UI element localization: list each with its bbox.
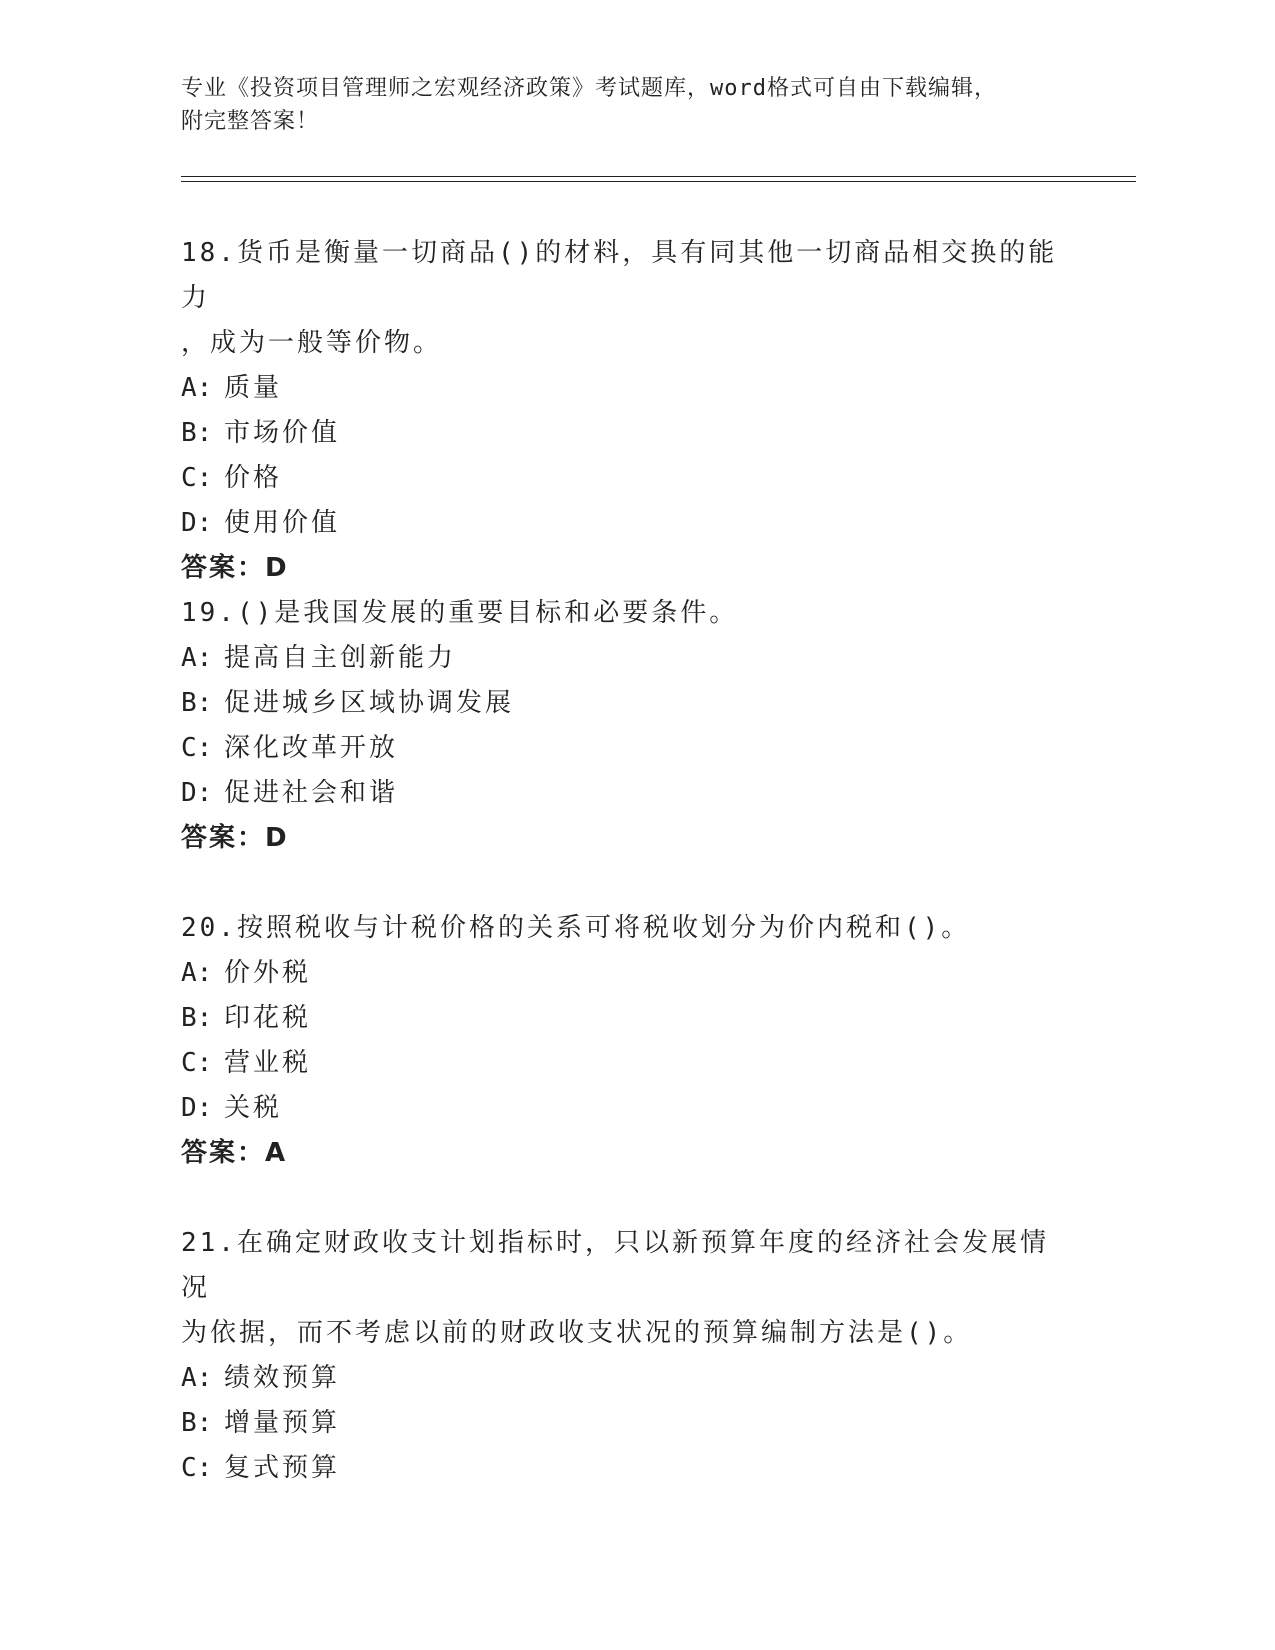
option-letter: A: [181,643,213,673]
option-b [181,996,1061,1041]
question-text-line: 为依据，而不考虑以前的财政收支状况的预算编制方法是()。 [181,1318,973,1348]
option-a [181,366,1061,411]
option-letter: A: [181,373,213,403]
option-text: 市场价值 [224,418,341,448]
option-letter: B: [181,1408,213,1438]
option-letter: D: [181,508,213,538]
option-letter: A: [181,1363,213,1393]
option-text: 营业税 [224,1048,312,1078]
option-d [181,501,1061,546]
option-text: 关税 [224,1093,283,1123]
option-letter: A: [181,958,213,988]
option-text: 价外税 [224,958,312,988]
option-c [181,1041,1061,1086]
option-b [181,681,1061,726]
option-letter: C: [181,463,213,493]
option-text: 绩效预算 [224,1363,341,1393]
question-text-line: 21.在确定财政收支计划指标时，只以新预算年度的经济社会发展情况 [181,1228,1049,1303]
option-b [181,1401,1061,1446]
option-text: 使用价值 [224,508,341,538]
answer-line: 答案：D [181,553,289,583]
option-a [181,636,1061,681]
option-text: 增量预算 [224,1408,341,1438]
option-c [181,456,1061,501]
option-letter: C: [181,733,213,763]
question-18 [181,231,1061,591]
document-header [181,72,1081,138]
option-c [181,1446,1061,1491]
option-d [181,771,1061,816]
option-text: 提高自主创新能力 [224,643,457,673]
question-text-line: 19.()是我国发展的重要目标和必要条件。 [181,598,739,628]
question-20 [181,906,1061,1176]
option-text: 复式预算 [224,1453,341,1483]
option-letter: D: [181,778,213,808]
option-letter: B: [181,1003,213,1033]
header-divider-bottom [181,181,1136,182]
question-text-line: 18.货币是衡量一切商品()的材料，具有同其他一切商品相交换的能力 [181,238,1058,313]
option-letter: B: [181,418,213,448]
header-line-1: 专业《投资项目管理师之宏观经济政策》考试题库，word格式可自由下载编辑， [181,76,997,101]
option-a [181,951,1061,996]
answer-line: 答案：A [181,1138,288,1168]
question-19 [181,591,1061,861]
option-b [181,411,1061,456]
option-letter: D: [181,1093,213,1123]
option-text: 价格 [224,463,283,493]
option-letter: B: [181,688,213,718]
question-21 [181,1221,1061,1491]
option-d [181,1086,1061,1131]
option-text: 深化改革开放 [224,733,399,763]
option-letter: C: [181,1453,213,1483]
option-a [181,1356,1061,1401]
header-divider-top [181,176,1136,177]
option-text: 促进社会和谐 [224,778,399,808]
option-letter: C: [181,1048,213,1078]
option-text: 印花税 [224,1003,312,1033]
option-text: 促进城乡区域协调发展 [224,688,515,718]
option-c [181,726,1061,771]
answer-line: 答案：D [181,823,289,853]
question-text-line: ，成为一般等价物。 [181,328,443,358]
question-text-line: 20.按照税收与计税价格的关系可将税收划分为价内税和()。 [181,913,971,943]
option-text: 质量 [224,373,283,403]
header-line-2: 附完整答案！ [181,109,320,134]
